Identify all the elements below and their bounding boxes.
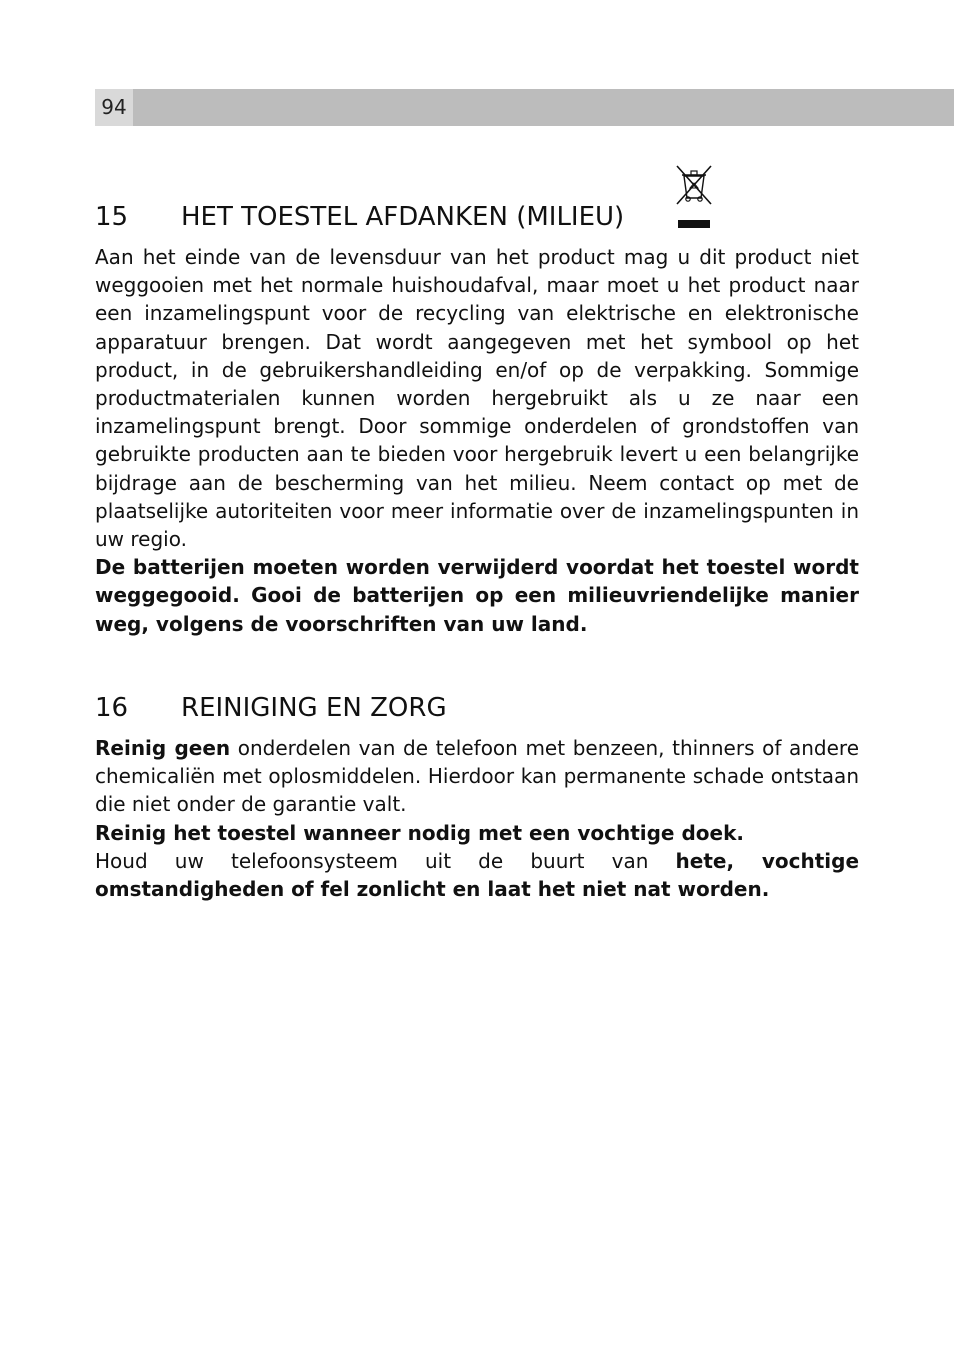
cleaning-emphasis: Reinig geen [95,736,231,760]
cleaning-text: onderdelen van de telefoon met benzeen, thinners of andere chemicaliën met oplosmiddelen. Hierdoor kan permanente schade ontstaan die niet onder de garantie valt. [95,736,859,817]
section-number: 15 [95,202,129,232]
weee-crossed-bin-icon [675,164,713,230]
section-number: 16 [95,693,129,723]
section-cleaning [95,693,859,903]
section-disposal [95,202,859,638]
section-heading-cleaning [95,693,859,733]
battery-warning: De batterijen moeten worden verwijderd voordat het toestel wordt weggegooid. Gooi de batterijen op een milieuvriendelijke manier weg, volgens de voorschriften van uw land. [95,555,859,636]
environment-paragraph [95,847,859,903]
disposal-paragraph: Aan het einde van de levensduur van het product mag u dit product niet weggooien met het normale huishoudafval, maar moet u het product naar een inzamelingspunt voor de recycling van elektrische en elektronische apparatuur brengen. Dat wordt aangegeven met het symbool op het product, in de gebruikershandleiding en/of op de verpakking. Sommige productmaterialen kunnen worden hergebruikt als u ze naar een inzamelingspunt brengt. Door sommige onderdelen of grondstoffen van gebruikte producten aan te bieden voor hergebruik levert u een belangrijke bijdrage aan de bescherming van het milieu. Neem contact op met de plaatselijke autoriteiten voor meer informatie over de inzamelingspunten in uw regio. [95,245,859,552]
page-number: 94 [95,89,133,126]
environment-emphasis: hete, vochtige omstandigheden of fel zonlicht en laat het niet nat worden. [95,848,860,902]
cleaning-instruction: Reinig het toestel wanneer nodig met een vochtige doek. [95,820,744,845]
section-title: REINIGING EN ZORG [181,693,447,723]
cleaning-paragraph [95,734,859,819]
section-heading-disposal [95,202,859,242]
section-title: HET TOESTEL AFDANKEN (MILIEU) [181,202,625,232]
header-bar [95,89,954,126]
environment-text: Houd uw telefoonsysteem uit de buurt van [95,848,676,873]
